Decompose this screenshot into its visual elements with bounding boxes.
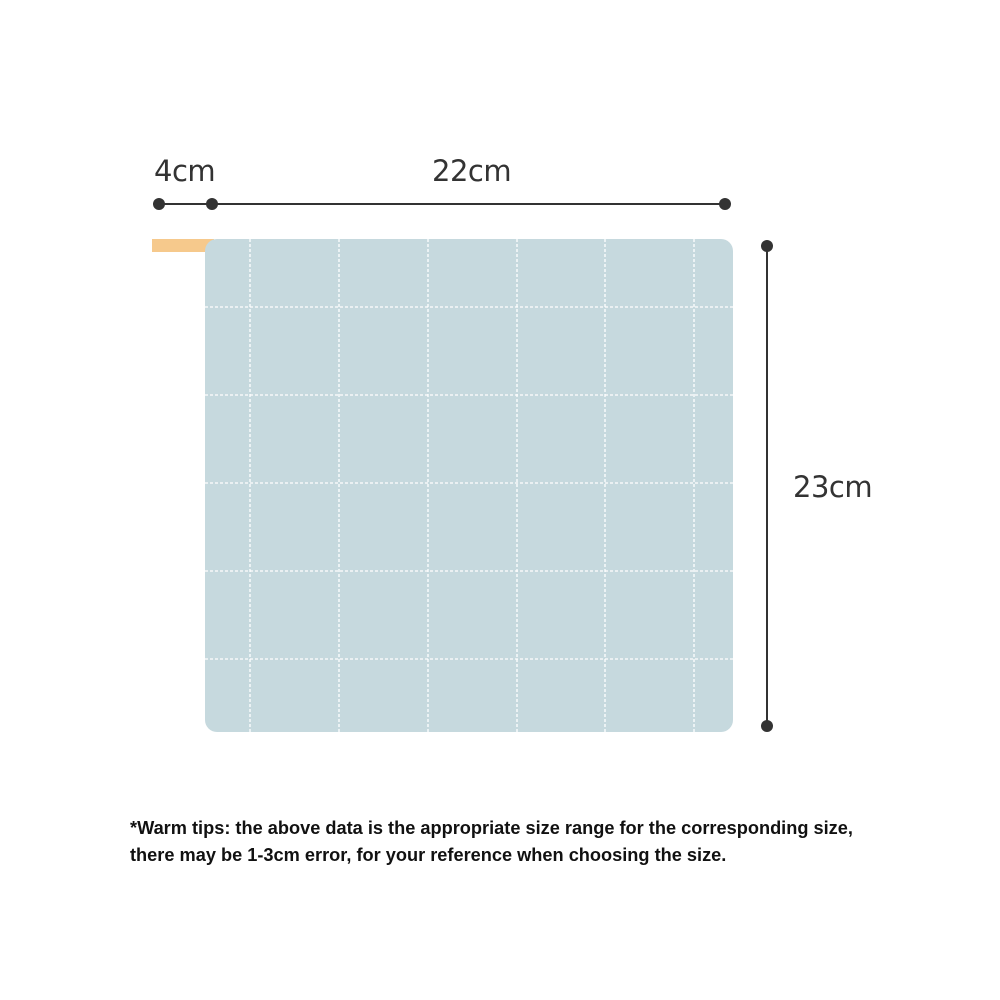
mat-body	[205, 239, 733, 732]
hanging-tab	[152, 239, 214, 252]
dimension-dot-top	[761, 240, 773, 252]
height-label: 23cm	[793, 470, 873, 504]
dimension-dot-tab-end	[206, 198, 218, 210]
dimension-dot-left	[153, 198, 165, 210]
dimension-dot-right	[719, 198, 731, 210]
dimension-dot-bottom	[761, 720, 773, 732]
note-line-1: *Warm tips: the above data is the appropriate size range for the corresponding size,	[130, 818, 853, 838]
tab-width-label: 4cm	[154, 154, 216, 188]
note-line-2: there may be 1-3cm error, for your reference when choosing the size.	[130, 845, 727, 865]
warm-tips-note	[130, 815, 950, 869]
width-label: 22cm	[432, 154, 512, 188]
